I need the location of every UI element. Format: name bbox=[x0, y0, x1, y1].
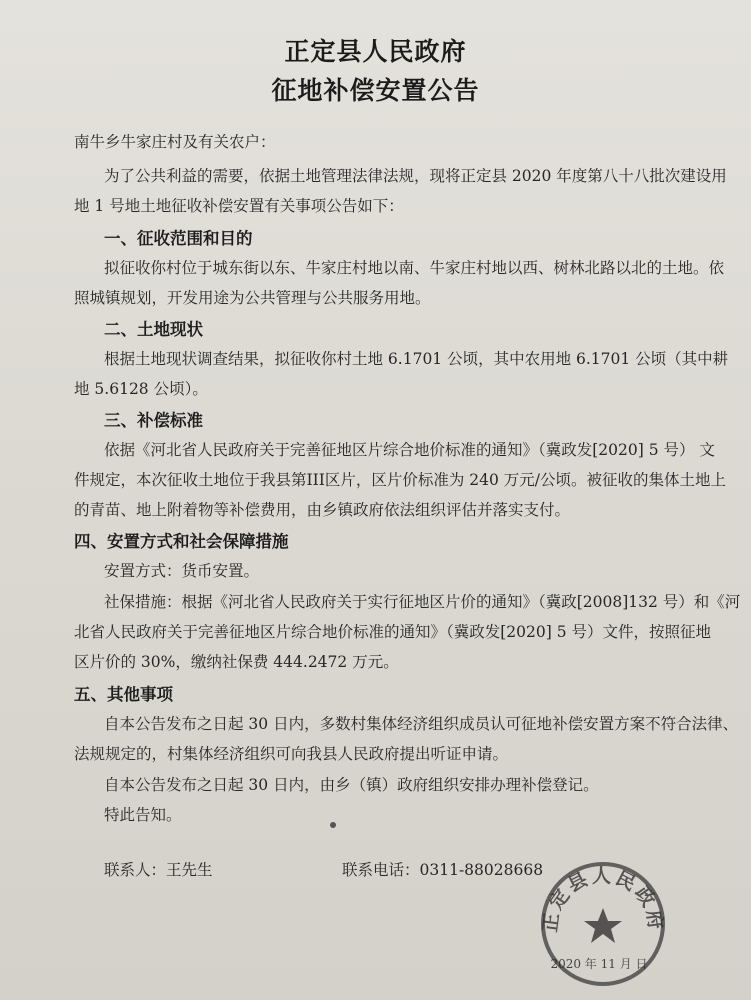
section-line: 社保措施：根据《河北省人民政府关于实行征地区片价的通知》（冀政[2008]132 号）和《河 bbox=[104, 593, 741, 611]
section-line: 根据土地现状调查结果，拟征收你村土地 6.1701 公顷，其中农用地 6.1701 公顷（其中耕 bbox=[104, 350, 729, 368]
section-heading-3: 三、补偿标准 bbox=[104, 411, 203, 430]
section-line: 区片价的 30%，缴纳社保费 444.2472 万元。 bbox=[74, 653, 399, 671]
section-line: 特此告知。 bbox=[104, 806, 182, 824]
addressee: 南牛乡牛家庄村及有关农户： bbox=[74, 133, 276, 151]
title-line-1: 正定县人民政府 bbox=[284, 37, 467, 66]
official-seal-stamp bbox=[537, 858, 669, 990]
seal-star-icon bbox=[584, 908, 622, 943]
section-line: 照城镇规划，开发用途为公共管理与公共服务用地。 bbox=[74, 289, 431, 307]
section-heading-2: 二、土地现状 bbox=[104, 320, 203, 339]
section-heading-1: 一、征收范围和目的 bbox=[104, 229, 253, 248]
section-line: 自本公告发布之日起 30 日内，由乡（镇）政府组织安排办理补偿登记。 bbox=[104, 776, 599, 794]
intro-line: 地 1 号地土地征收补偿安置有关事项公告如下： bbox=[74, 197, 404, 215]
section-line: 自本公告发布之日起 30 日内，多数村集体经济组织成员认可征地补偿安置方案不符合法律、 bbox=[104, 715, 739, 733]
section-line: 拟征收你村位于城东街以东、牛家庄村地以南、牛家庄村地以西、树林北路以北的土地。依 bbox=[104, 259, 725, 277]
section-heading-4: 四、安置方式和社会保障措施 bbox=[74, 532, 289, 551]
section-heading-5: 五、其他事项 bbox=[74, 685, 173, 704]
section-line: 地 5.6128 公顷）。 bbox=[74, 380, 208, 398]
intro-line: 为了公共利益的需要，依据土地管理法律法规，现将正定县 2020 年度第八十八批次建设用 bbox=[104, 167, 727, 185]
section-line: 北省人民政府关于完善征地区片综合地价标准的通知》（冀政发[2020] 5 号）文件，按照征地 bbox=[74, 623, 712, 641]
section-line: 件规定，本次征收土地位于我县第III区片，区片价标准为 240 万元/公顷。被征收的集体土地上 bbox=[74, 471, 727, 489]
seal-text: 正定县人民政府 bbox=[539, 865, 667, 934]
document-date: 2020 年 11 月 日 bbox=[550, 957, 648, 971]
section-line: 法规规定的，村集体经济组织可向我县人民政府提出听证申请。 bbox=[74, 745, 509, 763]
contact-phone: 联系电话：0311-88028668 bbox=[342, 861, 544, 879]
ink-dot bbox=[330, 822, 336, 828]
title-line-2: 征地补偿安置公告 bbox=[271, 76, 480, 105]
contact-person: 联系人：王先生 bbox=[104, 861, 213, 879]
section-line: 的青苗、地上附着物等补偿费用，由乡镇政府依法组织评估并落实支付。 bbox=[74, 501, 571, 519]
section-line: 依据《河北省人民政府关于完善征地区片综合地价标准的通知》（冀政发[2020] 5 号） 文 bbox=[104, 441, 715, 459]
section-line: 安置方式：货币安置。 bbox=[104, 562, 260, 580]
